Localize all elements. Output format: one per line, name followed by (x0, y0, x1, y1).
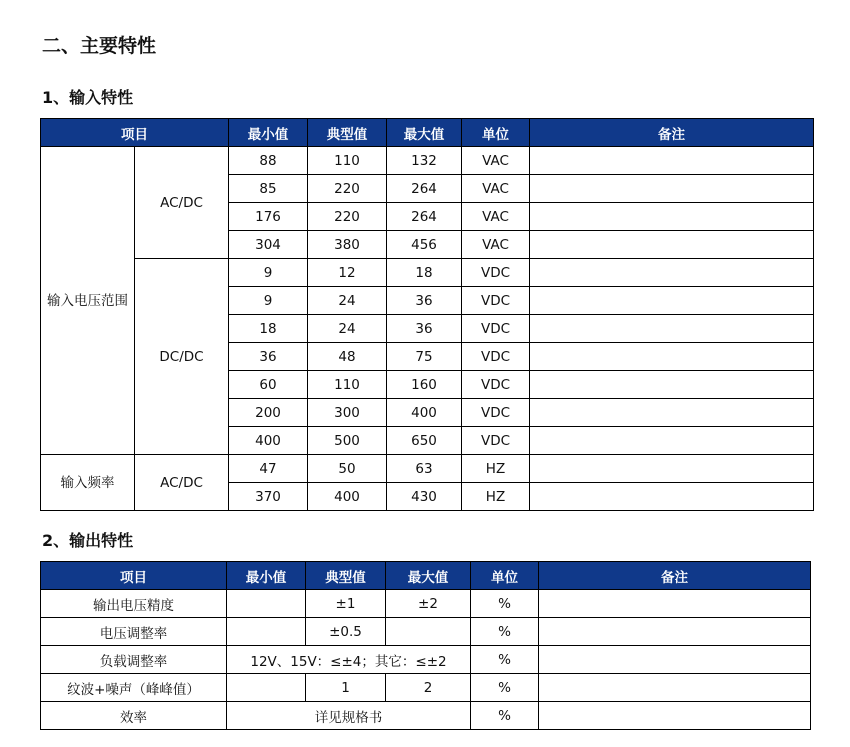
cell-typ: 220 (308, 175, 387, 203)
cell-typ: ±0.5 (306, 618, 386, 646)
cell-unit: % (471, 590, 539, 618)
cell-remark (530, 315, 814, 343)
cell-min: 304 (229, 231, 308, 259)
load-regulation-label: 负载调整率 (41, 646, 227, 674)
cell-min (227, 618, 306, 646)
table-row (41, 590, 811, 618)
header-typ: 典型值 (306, 562, 386, 590)
cell-max (386, 618, 471, 646)
cell-typ: 50 (308, 455, 387, 483)
cell-typ: 12 (308, 259, 387, 287)
cell-max: 75 (387, 343, 462, 371)
cell-min: 176 (229, 203, 308, 231)
cell-min: 370 (229, 483, 308, 511)
cell-max: 430 (387, 483, 462, 511)
efficiency-label: 效率 (41, 702, 227, 730)
cell-unit: % (471, 674, 539, 702)
cell-typ: 110 (308, 147, 387, 175)
cell-max: 400 (387, 399, 462, 427)
acdc-label: AC/DC (135, 147, 229, 259)
header-unit: 单位 (462, 119, 530, 147)
cell-unit: VAC (462, 175, 530, 203)
cell-unit: % (471, 646, 539, 674)
cell-typ: ±1 (306, 590, 386, 618)
cell-remark (530, 455, 814, 483)
cell-typ: 220 (308, 203, 387, 231)
table-row (41, 618, 811, 646)
cell-max: 36 (387, 315, 462, 343)
cell-remark (530, 399, 814, 427)
cell-typ: 48 (308, 343, 387, 371)
cell-remark (530, 343, 814, 371)
cell-max: 650 (387, 427, 462, 455)
cell-remark (539, 590, 811, 618)
header-max: 最大值 (386, 562, 471, 590)
cell-remark (530, 483, 814, 511)
cell-unit: % (471, 618, 539, 646)
cell-min: 60 (229, 371, 308, 399)
header-max: 最大值 (387, 119, 462, 147)
cell-max: 18 (387, 259, 462, 287)
cell-unit: VDC (462, 343, 530, 371)
cell-typ: 24 (308, 315, 387, 343)
cell-max: 132 (387, 147, 462, 175)
cell-remark (530, 287, 814, 315)
cell-min: 36 (229, 343, 308, 371)
cell-max: 264 (387, 175, 462, 203)
cell-typ: 1 (306, 674, 386, 702)
cell-unit: VDC (462, 399, 530, 427)
cell-unit: VDC (462, 287, 530, 315)
cell-min (227, 674, 306, 702)
cell-remark (539, 646, 811, 674)
cell-unit: VDC (462, 371, 530, 399)
efficiency-value: 详见规格书 (227, 702, 471, 730)
cell-remark (530, 175, 814, 203)
cell-typ: 380 (308, 231, 387, 259)
table-row (41, 259, 814, 287)
cell-min: 9 (229, 287, 308, 315)
cell-min: 200 (229, 399, 308, 427)
header-item: 项目 (41, 562, 227, 590)
cell-max: ±2 (386, 590, 471, 618)
cell-unit: VAC (462, 147, 530, 175)
table-row (41, 147, 814, 175)
cell-max: 36 (387, 287, 462, 315)
table-row (41, 455, 814, 483)
cell-min: 400 (229, 427, 308, 455)
cell-typ: 300 (308, 399, 387, 427)
cell-unit: VDC (462, 259, 530, 287)
output-section-title: 2、输出特性 (42, 531, 134, 550)
header-item: 项目 (41, 119, 229, 147)
input-spec-table (40, 118, 814, 511)
cell-remark (539, 674, 811, 702)
cell-max: 63 (387, 455, 462, 483)
freq-type-label: AC/DC (135, 455, 229, 511)
table-row (41, 674, 811, 702)
cell-unit: HZ (462, 483, 530, 511)
cell-max: 456 (387, 231, 462, 259)
line-regulation-label: 电压调整率 (41, 618, 227, 646)
load-regulation-value: 12V、15V：≤±4；其它：≤±2 (227, 646, 471, 674)
cell-min: 9 (229, 259, 308, 287)
header-min: 最小值 (227, 562, 306, 590)
header-remark: 备注 (539, 562, 811, 590)
section-heading: 二、主要特性 (42, 35, 157, 57)
header-remark: 备注 (530, 119, 814, 147)
cell-typ: 400 (308, 483, 387, 511)
cell-typ: 24 (308, 287, 387, 315)
cell-remark (530, 259, 814, 287)
header-unit: 单位 (471, 562, 539, 590)
accuracy-label: 输出电压精度 (41, 590, 227, 618)
cell-unit: VDC (462, 315, 530, 343)
cell-max: 264 (387, 203, 462, 231)
ripple-noise-label: 纹波+噪声（峰峰值） (41, 674, 227, 702)
cell-min: 88 (229, 147, 308, 175)
table-header-row (41, 119, 814, 147)
cell-remark (539, 702, 811, 730)
cell-typ: 500 (308, 427, 387, 455)
input-frequency-label: 输入频率 (41, 455, 135, 511)
table-row (41, 646, 811, 674)
table-row (41, 702, 811, 730)
cell-remark (530, 147, 814, 175)
cell-max: 2 (386, 674, 471, 702)
input-section-title: 1、输入特性 (42, 88, 134, 107)
cell-min: 85 (229, 175, 308, 203)
cell-unit: VAC (462, 203, 530, 231)
table-header-row (41, 562, 811, 590)
dcdc-label: DC/DC (135, 259, 229, 455)
cell-unit: HZ (462, 455, 530, 483)
cell-unit: VDC (462, 427, 530, 455)
output-spec-table (40, 561, 811, 730)
cell-min: 47 (229, 455, 308, 483)
input-voltage-label: 输入电压范围 (41, 147, 135, 455)
cell-remark (530, 371, 814, 399)
cell-unit: % (471, 702, 539, 730)
cell-max: 160 (387, 371, 462, 399)
cell-remark (530, 203, 814, 231)
header-min: 最小值 (229, 119, 308, 147)
cell-remark (530, 427, 814, 455)
cell-unit: VAC (462, 231, 530, 259)
cell-remark (539, 618, 811, 646)
header-typ: 典型值 (308, 119, 387, 147)
cell-min: 18 (229, 315, 308, 343)
cell-typ: 110 (308, 371, 387, 399)
cell-min (227, 590, 306, 618)
cell-remark (530, 231, 814, 259)
